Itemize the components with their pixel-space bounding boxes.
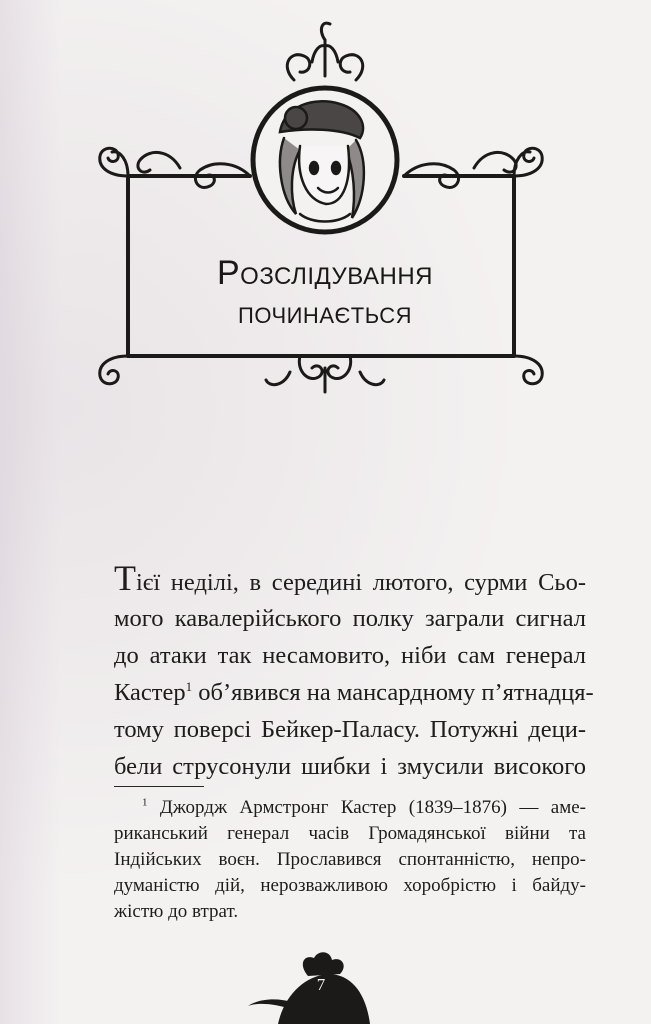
footnote bbox=[114, 795, 586, 925]
footnote-line-1-text: Джордж Армстронг Кастер (1839–1876) — аме- bbox=[147, 797, 586, 818]
body-line-2: мого кавалерійського полку заграли сигнал bbox=[114, 605, 586, 632]
footnote-divider bbox=[114, 786, 204, 787]
footnote-reference: 1 bbox=[185, 678, 193, 694]
body-line-1-text: ієї неділі, в середині лютого, сурми Сьо- bbox=[136, 569, 586, 596]
chapter-title-line1: Розслідування bbox=[216, 254, 433, 292]
body-text bbox=[114, 558, 594, 785]
drop-cap: Т bbox=[114, 558, 136, 598]
footnote-line-5: жістю до втрат. bbox=[114, 901, 239, 922]
body-line-6: бели струсонули шибки і змусили високого bbox=[114, 753, 586, 780]
footnote-line-4: думаністю дій, нерозважливою хоробрістю і байду- bbox=[114, 875, 586, 896]
body-line-4-start: Кастер bbox=[114, 679, 186, 706]
chapter-title-line2: починається bbox=[238, 294, 412, 330]
body-line-5: тому поверсі Бейкер-Паласу. Потужні деци- bbox=[114, 716, 586, 743]
body-line-4-end: об’явився на мансардному п’ятнадця- bbox=[192, 679, 594, 706]
footnote-line-2: риканський генерал часів Громадянської війни та bbox=[114, 823, 586, 844]
chapter-header-ornament bbox=[0, 0, 651, 420]
footnote-line-1 bbox=[114, 795, 586, 821]
footnote-marker: 1 bbox=[142, 796, 148, 809]
body-line-3: до атаки так несамовито, ніби сам генерал bbox=[114, 642, 586, 669]
body-line-4 bbox=[114, 674, 594, 711]
page-number: 7 bbox=[316, 975, 326, 994]
footnote-line-3: Індійських воєн. Прославився спонтанністю, непро- bbox=[114, 849, 586, 870]
body-line-1 bbox=[114, 558, 586, 600]
